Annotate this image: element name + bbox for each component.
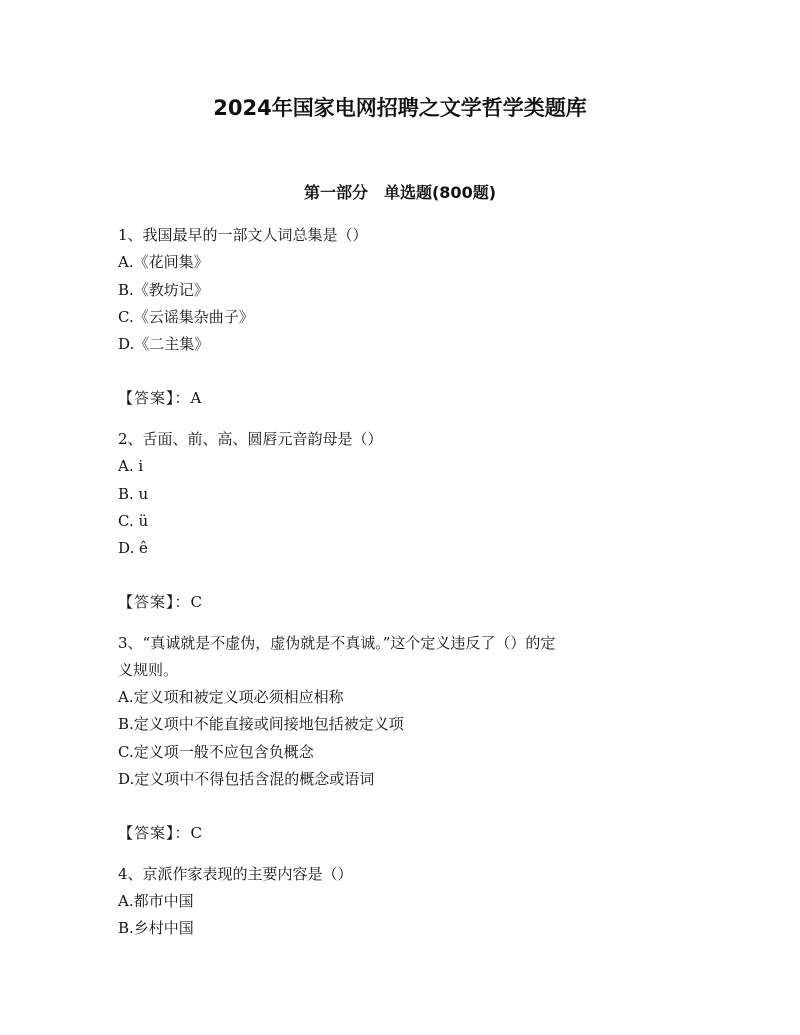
question-1-option-d: D.《二主集》 <box>118 335 210 353</box>
question-2-option-b: B. u <box>118 485 149 503</box>
question-2-stem: 2、舌面、前、高、圆唇元音韵母是（） <box>118 430 383 448</box>
section-heading: 第一部分 单选题(800题) <box>303 183 497 202</box>
question-3-option-b: B.定义项中不能直接或间接地包括被定义项 <box>118 715 404 733</box>
question-1-option-a: A.《花间集》 <box>118 253 209 271</box>
question-3-option-d: D.定义项中不得包括含混的概念或语词 <box>118 770 375 788</box>
question-4-option-b: B.乡村中国 <box>118 919 194 937</box>
question-3-option-a: A.定义项和被定义项必须相应相称 <box>118 688 344 706</box>
document-title: 2024年国家电网招聘之文学哲学类题库 <box>213 96 587 120</box>
answer-value: C <box>190 824 202 842</box>
question-2-answer <box>118 589 202 616</box>
question-3-stem-line-2: 义规则。 <box>118 661 179 679</box>
question-3-answer <box>118 820 202 847</box>
answer-value: A <box>190 389 202 407</box>
question-3-option-c: C.定义项一般不应包含负概念 <box>118 743 314 761</box>
question-4-option-a: A.都市中国 <box>118 892 194 910</box>
question-4-stem: 4、京派作家表现的主要内容是（） <box>118 865 353 883</box>
answer-label: 【答案】： <box>118 389 191 407</box>
answer-label: 【答案】： <box>118 593 191 611</box>
question-1-stem: 1、我国最早的一部文人词总集是（） <box>118 226 368 244</box>
question-1-option-b: B.《教坊记》 <box>118 281 209 299</box>
question-3-stem-line-1: 3、“真诚就是不虚伪，虚伪就是不真诚。”这个定义违反了（）的定 <box>118 634 556 652</box>
question-1-option-c: C.《云谣集杂曲子》 <box>118 308 254 326</box>
question-2-option-d: D. ê <box>118 539 148 557</box>
question-1-answer <box>118 385 201 412</box>
question-2-option-a: A. i <box>118 457 144 475</box>
question-2-option-c: C. ü <box>118 512 149 530</box>
answer-label: 【答案】： <box>118 824 191 842</box>
answer-value: C <box>190 593 202 611</box>
